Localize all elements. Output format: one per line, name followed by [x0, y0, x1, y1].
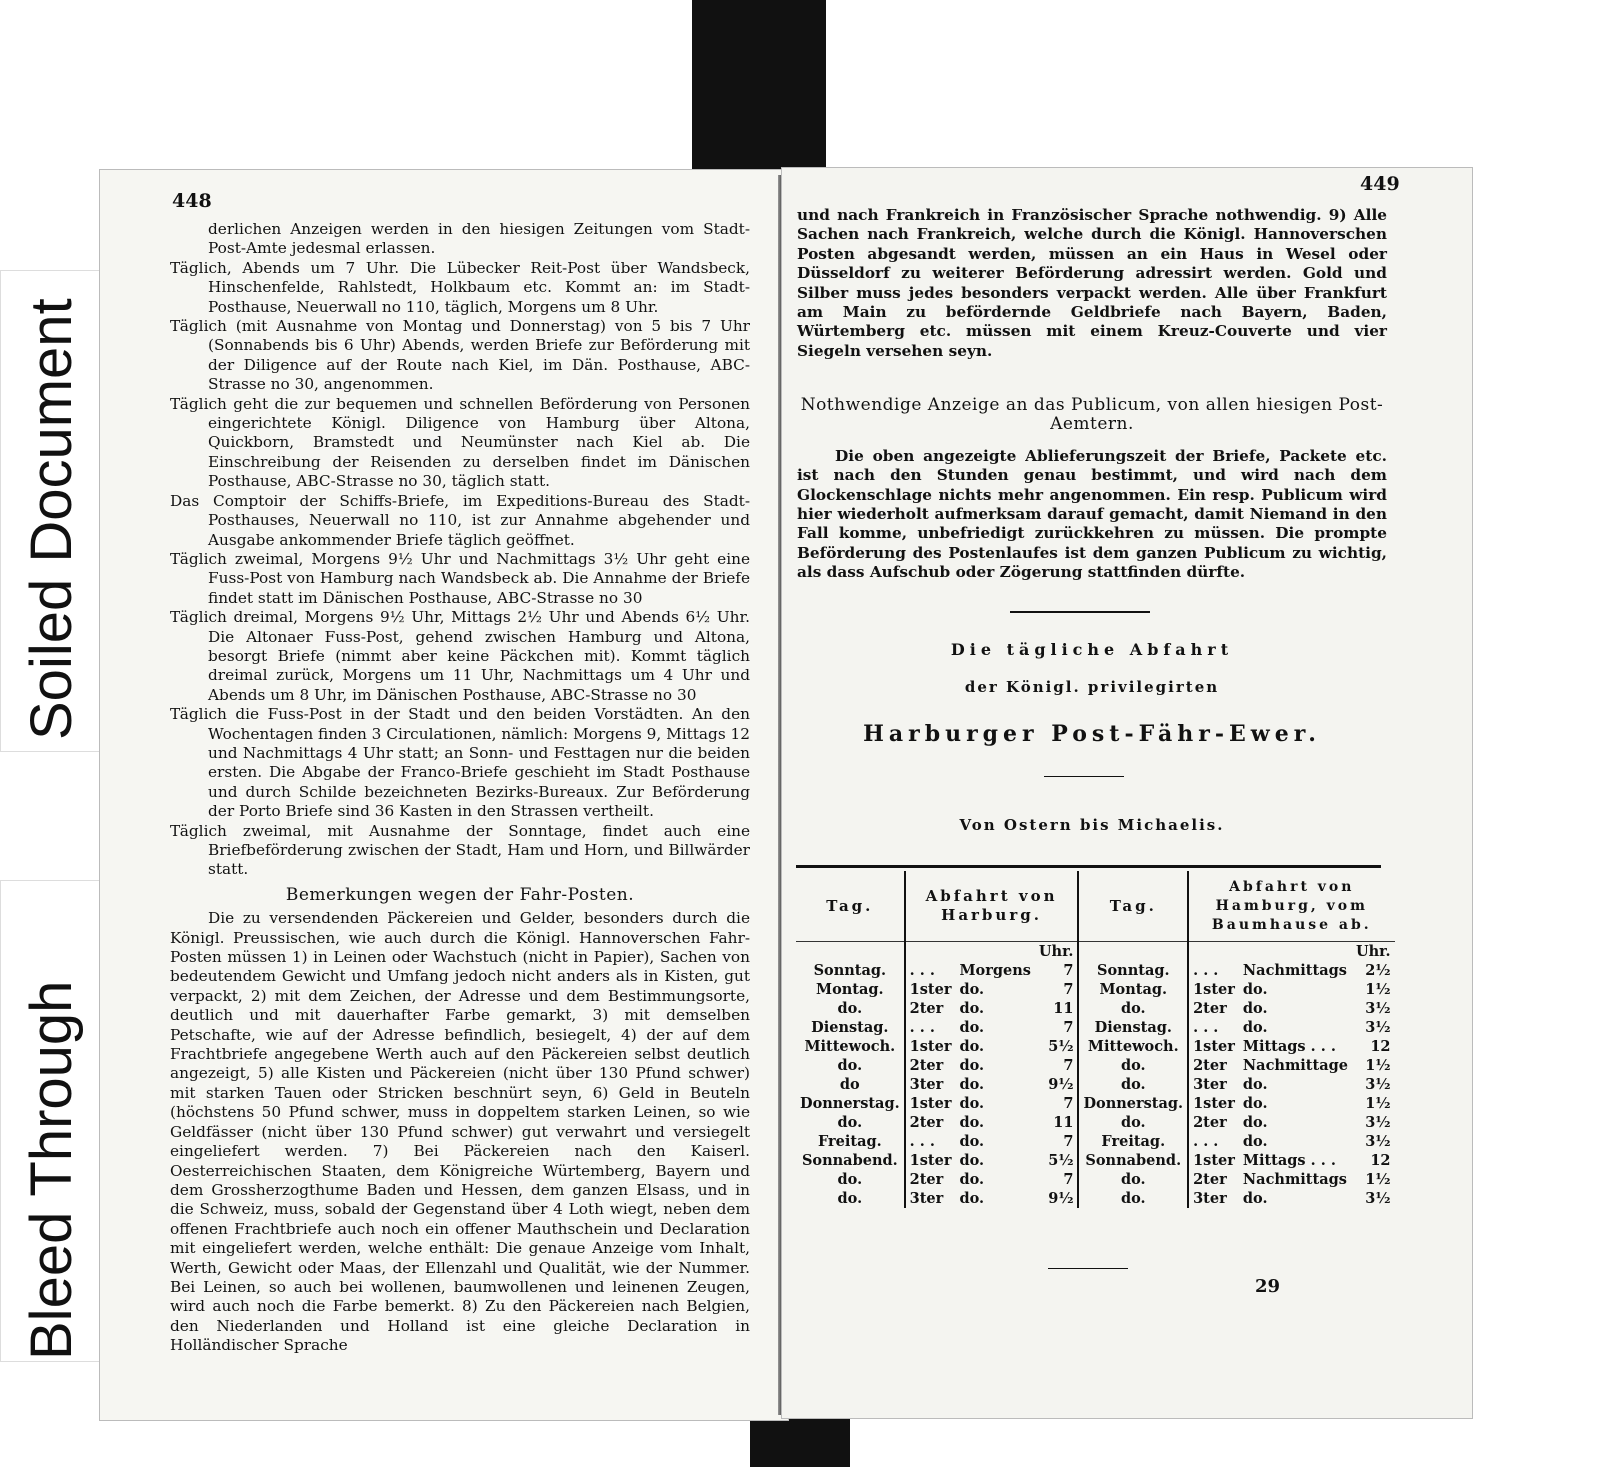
hamburg-hour: 3½ [1365, 1076, 1391, 1093]
hamburg-hour: 3½ [1365, 1190, 1391, 1207]
hamburg-hour: 1½ [1365, 1057, 1391, 1074]
hamburg-time-of-day: do. [1242, 1114, 1268, 1131]
hamburg-ordinal: 3ter [1188, 1189, 1239, 1208]
schedule-row [796, 1151, 1395, 1170]
harburg-time-of-day: Morgens [959, 962, 1031, 979]
harburg-ordinal: 3ter [905, 1189, 956, 1208]
hamburg-hour: 3½ [1365, 1000, 1391, 1017]
hamburg-hour: 3½ [1365, 1114, 1391, 1131]
schedule-body [796, 961, 1395, 1208]
col-tag-hamburg: Tag. [1078, 871, 1188, 942]
schedule-title-line1: Die tägliche Abfahrt [950, 640, 1234, 659]
schedule-row [796, 1132, 1395, 1151]
left-entries-list [170, 259, 750, 880]
schedule-title-line3: Harburger Post-Fähr-Ewer. [863, 721, 1321, 747]
hamburg-time-of-day: Mittags . . . [1242, 1152, 1336, 1169]
harburg-ordinal: 2ter [905, 1170, 956, 1189]
hamburg-ordinal: 2ter [1188, 1056, 1239, 1075]
signature-number: 29 [1255, 1276, 1281, 1297]
hamburg-ordinal: 1ster [1188, 1094, 1239, 1113]
harburg-ordinal: 2ter [905, 999, 956, 1018]
harburg-ordinal: 3ter [905, 1075, 956, 1094]
harburg-ordinal: 1ster [905, 1037, 956, 1056]
schedule-row [796, 999, 1395, 1018]
harburg-day: do. [837, 1171, 863, 1188]
left-entry: Täglich die Fuss-Post in der Stadt und den beiden Vorstädten. An den Wochentagen finden 3 Circulationen, nämlich: Morgens 9, Mittags 12 und Nachmittags 4 Uhr statt; an Sonn- und Festtagen nur die beiden ersten. Die Abgabe der Franco-Briefe geschieht im Stadt Posthause und durch Schilde bezeichneten Bezirks-Bureaux. Zur Beförderung der Porto Briefe sind 36 Kasten in den Strassen vertheilt. [170, 705, 751, 821]
harburg-hour: 9½ [1048, 1190, 1074, 1207]
harburg-ordinal: 1ster [905, 1094, 956, 1113]
col-hamburg-header: Abfahrt von Hamburg, vom Baumhause ab. [1188, 871, 1394, 942]
harburg-ordinal: 1ster [905, 1151, 956, 1170]
harburg-hour: 7 [1063, 1133, 1074, 1150]
hamburg-hour: 12 [1370, 1038, 1391, 1055]
harburg-time-of-day: do. [959, 1171, 985, 1188]
schedule-row [796, 1037, 1395, 1056]
hamburg-time-of-day: Mittags . . . [1242, 1038, 1336, 1055]
harburg-hour: 11 [1053, 1000, 1074, 1017]
left-entry: Täglich, Abends um 7 Uhr. Die Lübecker Reit-Post über Wandsbeck, Hinschenfelde, Rahlstedt, Holkbaum etc. Kommt an: im Stadt-Posthause, Neuerwall no 110, täglich, Morgens um 8 Uhr. [170, 258, 750, 316]
bleed-through-label: Bleed Through [19, 980, 84, 1360]
hamburg-ordinal: 2ter [1188, 999, 1239, 1018]
schedule-row [796, 1170, 1395, 1189]
harburg-ordinal: . . . [905, 961, 956, 980]
harburg-time-of-day: do. [959, 1095, 985, 1112]
divider-rule-2 [1044, 776, 1124, 777]
harburg-day: Sonnabend. [801, 1152, 898, 1169]
harburg-day: Dienstag. [811, 1019, 889, 1036]
harburg-day: Donnerstag. [800, 1095, 900, 1112]
schedule-title-line2: der Königl. privilegirten [964, 678, 1220, 696]
hamburg-time-of-day: do. [1242, 1133, 1268, 1150]
schedule-row [796, 961, 1395, 980]
hamburg-day: Mittewoch. [1078, 1037, 1188, 1056]
harburg-hour: 9½ [1048, 1076, 1074, 1093]
left-page-number: 448 [172, 190, 212, 212]
harburg-day: do [839, 1076, 860, 1093]
hamburg-day: do. [1078, 1113, 1188, 1132]
hamburg-ordinal: . . . [1188, 1132, 1239, 1151]
uhr-label-hamburg: Uhr. [1355, 943, 1391, 960]
harburg-hour: 5½ [1048, 1038, 1074, 1055]
harburg-time-of-day: do. [959, 1000, 985, 1017]
schedule-row [796, 1113, 1395, 1132]
hamburg-ordinal: 1ster [1188, 1151, 1239, 1170]
hamburg-day: do. [1078, 1170, 1188, 1189]
harburg-hour: 7 [1063, 1057, 1074, 1074]
fahr-posten-body: Die zu versendenden Päckereien und Gelder, besonders durch die Königl. Preussischen, wie auch durch die Königl. Hannoverschen Fahr-Posten müssen 1) in Leinen oder Wachstuch (nicht in Papier), Sachen von bedeutendem Gewicht und Umfang jedoch nicht anders als in Kisten, gut verpackt, 2) mit dem Zeichen, der Adresse und dem Bestimmungsorte, deutlich und mit dauerhafter Farbe gemarkt, 3) mit demselben Petschafte, wie auf der Adresse befindlich, besiegelt, 4) der auf dem Frachtbriefe angegebene Werth auch auf den Päckereien selbst deutlich angezeigt, 5) alle Kisten und Päckereien (nicht über 130 Pfund schwer) mit starken Tauen oder Stricken beschnürt seyn, 6) Geld in Beuteln (höchstens 50 Pfund schwer, muss in doppeltem starken Leinen, so wie Geldfässer (nicht über 130 Pfund schwer) gut verwahrt und versiegelt eingeliefert werden. 7) Bei Päckereien nach den Kaiserl. Oesterreichischen Staaten, dem Königreiche Würtemberg, Bayern und dem Grossherzogthume Baden und Hessen, dem ganzen Elsass, und in die Schweiz, muss, sobald der Gegenstand über 4 Loth wiegt, neben dem offenen Frachtbriefe auch noch ein offener Mauthschein und Declaration mit eingeliefert werden, welche enthält: Die genaue Anzeige vom Inhalt, Werth, Gewicht oder Maas, der Ellenzahl und Qualität, wie der Nummer. Bei Leinen, so auch bei wollenen, baumwollenen und leinenen Zeugen, wird auch noch die Farbe bemerkt. 8) Zu den Päckereien nach Belgien, den Niederlanden und Holland ist eine gleiche Declaration in Holländischer Sprache [170, 909, 750, 1355]
harburg-time-of-day: do. [959, 1057, 985, 1074]
schedule-row [796, 980, 1395, 999]
harburg-ordinal: 1ster [905, 980, 956, 999]
continuation-text: und nach Frankreich in Französischer Sprache nothwendig. 9) Alle Sachen nach Frankreich, welche durch die Königl. Hannoverschen Posten abgesandt werden, müssen an ein Haus in Wesel oder Düsseldorf zu weiterer Beförderung adressirt werden. Gold und Silber muss jedes besonders verpackt werden. Alle über Frankfurt am Main zu befördernde Geldbriefe nach Bayern, Baden, Würtemberg etc. müssen mit einem Kreuz-Couverte und vier Siegeln versehen seyn. [797, 206, 1387, 360]
right-continuation [797, 206, 1387, 361]
harburg-day: do. [837, 1057, 863, 1074]
hamburg-time-of-day: do. [1242, 1076, 1268, 1093]
harburg-time-of-day: do. [959, 1038, 985, 1055]
binding-band-top [692, 0, 826, 175]
hamburg-hour: 12 [1370, 1152, 1391, 1169]
harburg-hour: 7 [1063, 1019, 1074, 1036]
hamburg-time-of-day: do. [1242, 1000, 1268, 1017]
harburg-ordinal: . . . [905, 1018, 956, 1037]
hamburg-day: Dienstag. [1078, 1018, 1188, 1037]
left-entry: Täglich dreimal, Morgens 9½ Uhr, Mittags 2½ Uhr und Abends 6½ Uhr. Die Altonaer Fuss-Post, gehend zwischen Hamburg und Altona, besorgt Briefe (nimmt aber keine Päckchen mit). Kommt täglich dreimal zurück, Morgens um 11 Uhr, Nachmittags um 4 Uhr und Abends um 8 Uhr, im Dänischen Posthause, ABC-Strasse no 30 [170, 608, 750, 704]
harburg-time-of-day: do. [959, 1190, 985, 1207]
harburg-ordinal: 2ter [905, 1056, 956, 1075]
harburg-day: Montag. [816, 981, 884, 998]
hamburg-time-of-day: do. [1242, 1095, 1268, 1112]
col-harburg-header: Abfahrt von Harburg. [905, 871, 1079, 942]
left-entry: Täglich (mit Ausnahme von Montag und Donnerstag) von 5 bis 7 Uhr (Sonnabends bis 6 Uhr) Abends, werden Briefe zur Beförderung mit der Diligence auf der Route nach Kiel, im Dän. Posthause, ABC-Strasse no 30, angenommen. [170, 317, 750, 394]
soiled-document-label: Soiled Document [19, 298, 84, 740]
schedule-row [796, 1094, 1395, 1113]
harburg-time-of-day: do. [959, 1114, 985, 1131]
hamburg-ordinal: 3ter [1188, 1075, 1239, 1094]
harburg-day: do. [837, 1114, 863, 1131]
harburg-hour: 7 [1063, 1095, 1074, 1112]
left-intro: derlichen Anzeigen werden in den hiesigen Zeitungen vom Stadt-Post-Amte jedesmal erlassen. [208, 220, 750, 258]
harburg-hour: 7 [1063, 1171, 1074, 1188]
divider-rule-3 [1048, 1268, 1128, 1269]
hamburg-hour: 3½ [1365, 1019, 1391, 1036]
harburg-day: Mittewoch. [804, 1038, 896, 1055]
schedule-row [796, 1075, 1395, 1094]
fahr-posten-heading: Bemerkungen wegen der Fahr-Posten. [285, 884, 635, 905]
harburg-day: do. [837, 1190, 863, 1207]
hamburg-time-of-day: Nachmittags [1242, 962, 1347, 979]
harburg-day: do. [837, 1000, 863, 1017]
notice-body: Die oben angezeigte Ablieferungszeit der Briefe, Packete etc. ist nach den Stunden genau bestimmt, und wird nach dem Glockenschlage nichts mehr angenommen. Ein resp. Publicum wird hier wiederholt aufmerksam darauf gemacht, damit Niemand in den Fall komme, unbefriedigt zurückkehren zu müssen. Die prompte Beförderung des Postenlaufes ist dem ganzen Publicum zu wichtig, als dass Aufschub oder Zögerung stattfinden dürfte. [797, 446, 1387, 582]
left-text-column [170, 220, 750, 1356]
hamburg-time-of-day: do. [1242, 981, 1268, 998]
hamburg-ordinal: 2ter [1188, 1170, 1239, 1189]
harburg-hour: 7 [1063, 981, 1074, 998]
hamburg-ordinal: 2ter [1188, 1113, 1239, 1132]
harburg-ordinal: . . . [905, 1132, 956, 1151]
harburg-hour: 5½ [1048, 1152, 1074, 1169]
schedule-row [796, 1189, 1395, 1208]
hamburg-day: Sonnabend. [1078, 1151, 1188, 1170]
schedule-row [796, 1056, 1395, 1075]
hamburg-ordinal: . . . [1188, 1018, 1239, 1037]
harburg-hour: 7 [1063, 962, 1074, 979]
left-page [100, 170, 788, 1420]
left-entry: Täglich zweimal, Morgens 9½ Uhr und Nachmittags 3½ Uhr geht eine Fuss-Post von Hamburg nach Wandsbeck ab. Die Annahme der Briefe findet statt im Dänischen Posthause, ABC-Strasse no 30 [170, 549, 750, 607]
divider-rule-1 [1010, 611, 1150, 613]
hamburg-hour: 3½ [1365, 1133, 1391, 1150]
harburg-day: Freitag. [817, 1133, 882, 1150]
harburg-hour: 11 [1053, 1114, 1074, 1131]
harburg-time-of-day: do. [959, 1019, 985, 1036]
harburg-time-of-day: do. [959, 1152, 985, 1169]
hamburg-time-of-day: do. [1242, 1190, 1268, 1207]
right-page [782, 168, 1472, 1418]
hamburg-day: do. [1078, 999, 1188, 1018]
hamburg-day: Montag. [1078, 980, 1188, 999]
left-entry: Täglich zweimal, mit Ausnahme der Sonntage, findet auch eine Briefbeförderung zwischen der Stadt, Ham und Horn, und Billwärder statt. [170, 821, 750, 879]
hamburg-hour: 1½ [1365, 1095, 1391, 1112]
left-entry: Das Comptoir der Schiffs-Briefe, im Expeditions-Bureau des Stadt-Posthauses, Neuerwall no 110, ist zur Annahme abgehender und Ausgabe ankommender Briefe täglich geöffnet. [170, 491, 750, 549]
schedule-period: Von Ostern bis Michaelis. [959, 816, 1225, 834]
hamburg-ordinal: . . . [1188, 961, 1239, 980]
uhr-label-harburg: Uhr. [1038, 943, 1074, 960]
harburg-time-of-day: do. [959, 981, 985, 998]
harburg-time-of-day: do. [959, 1076, 985, 1093]
hamburg-time-of-day: do. [1242, 1019, 1268, 1036]
notice-heading: Nothwendige Anzeige an das Publicum, von allen hiesigen Post-Aemtern. [800, 395, 1384, 435]
hamburg-time-of-day: Nachmittage [1242, 1057, 1348, 1074]
hamburg-hour: 2½ [1365, 962, 1391, 979]
notice-block [797, 390, 1387, 583]
hamburg-day: do. [1078, 1189, 1188, 1208]
table-top-rule [796, 865, 1381, 868]
right-page-number: 449 [1360, 173, 1400, 195]
hamburg-hour: 1½ [1365, 981, 1391, 998]
col-tag-harburg: Tag. [796, 871, 905, 942]
hamburg-day: Sonntag. [1078, 961, 1188, 980]
hamburg-ordinal: 1ster [1188, 980, 1239, 999]
hamburg-day: Freitag. [1078, 1132, 1188, 1151]
schedule-row [796, 1018, 1395, 1037]
harburg-ordinal: 2ter [905, 1113, 956, 1132]
left-entry: Täglich geht die zur bequemen und schnellen Beförderung von Personen eingerichtete Königl. Diligence von Hamburg über Altona, Quickborn, Bramstedt und Neumünster nach Kiel ab. Die Einschreibung der Reisenden zu derselben findet im Dänischen Posthause, ABC-Strasse no 30, täglich statt. [170, 394, 750, 491]
binding-band-bottom [750, 1412, 850, 1467]
hamburg-day: do. [1078, 1075, 1188, 1094]
hamburg-ordinal: 1ster [1188, 1037, 1239, 1056]
hamburg-hour: 1½ [1365, 1171, 1391, 1188]
hamburg-day: do. [1078, 1056, 1188, 1075]
schedule-table [796, 871, 1395, 1208]
harburg-time-of-day: do. [959, 1133, 985, 1150]
hamburg-time-of-day: Nachmittags [1242, 1171, 1347, 1188]
harburg-day: Sonntag. [813, 962, 887, 979]
hamburg-day: Donnerstag. [1078, 1094, 1188, 1113]
